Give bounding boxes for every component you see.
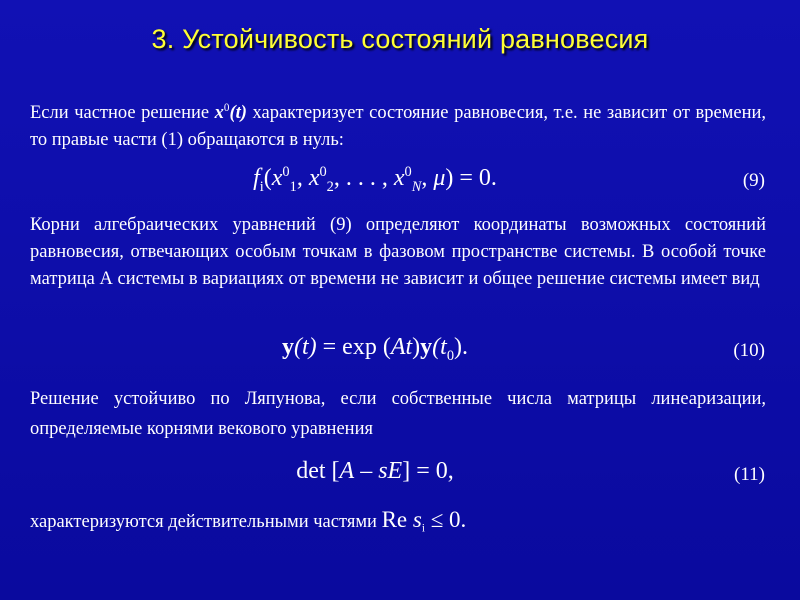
- equation-11-formula: det [A – sE] = 0,: [296, 458, 454, 484]
- paragraph-conclusion: характеризуются действительными частями Re $s_i \le 0$.: [30, 507, 467, 535]
- paragraph-lyapunov: Решение устойчиво по Ляпунова, если собственные числа матрицы линеаризации, определяемые корнями векового уравнения: [30, 389, 766, 439]
- equation-10-formula: $y(t) = \exp (At)y(t_0)$.: [281, 334, 469, 364]
- slide-title: 3. Устойчивость состояний равновесия: [151, 24, 649, 54]
- paragraph-roots: Корни алгебраических уравнений (9) определяют координаты возможных состояний равновесия, отвечающих особым точкам в фазовом пространстве системы. В особой точке матрица А системы в вариациях от времени не зависит и общее решение системы имеет вид: [30, 215, 766, 289]
- equation-10-number: (10): [733, 340, 765, 361]
- equation-9-number: (9): [742, 170, 765, 191]
- equation-11-number: (11): [734, 464, 765, 485]
- paragraph-equilibrium-condition: Если частное решение $x^0(t)$ характеризует состояние равновесия, т.е. не зависит от времени, то правые части (1) обращаются в нуль:: [30, 102, 766, 151]
- equation-9-formula: $f_i(x^0_1$, $x^0_2$, . . . , $x^0_N$, μ) = 0.: [253, 164, 497, 195]
